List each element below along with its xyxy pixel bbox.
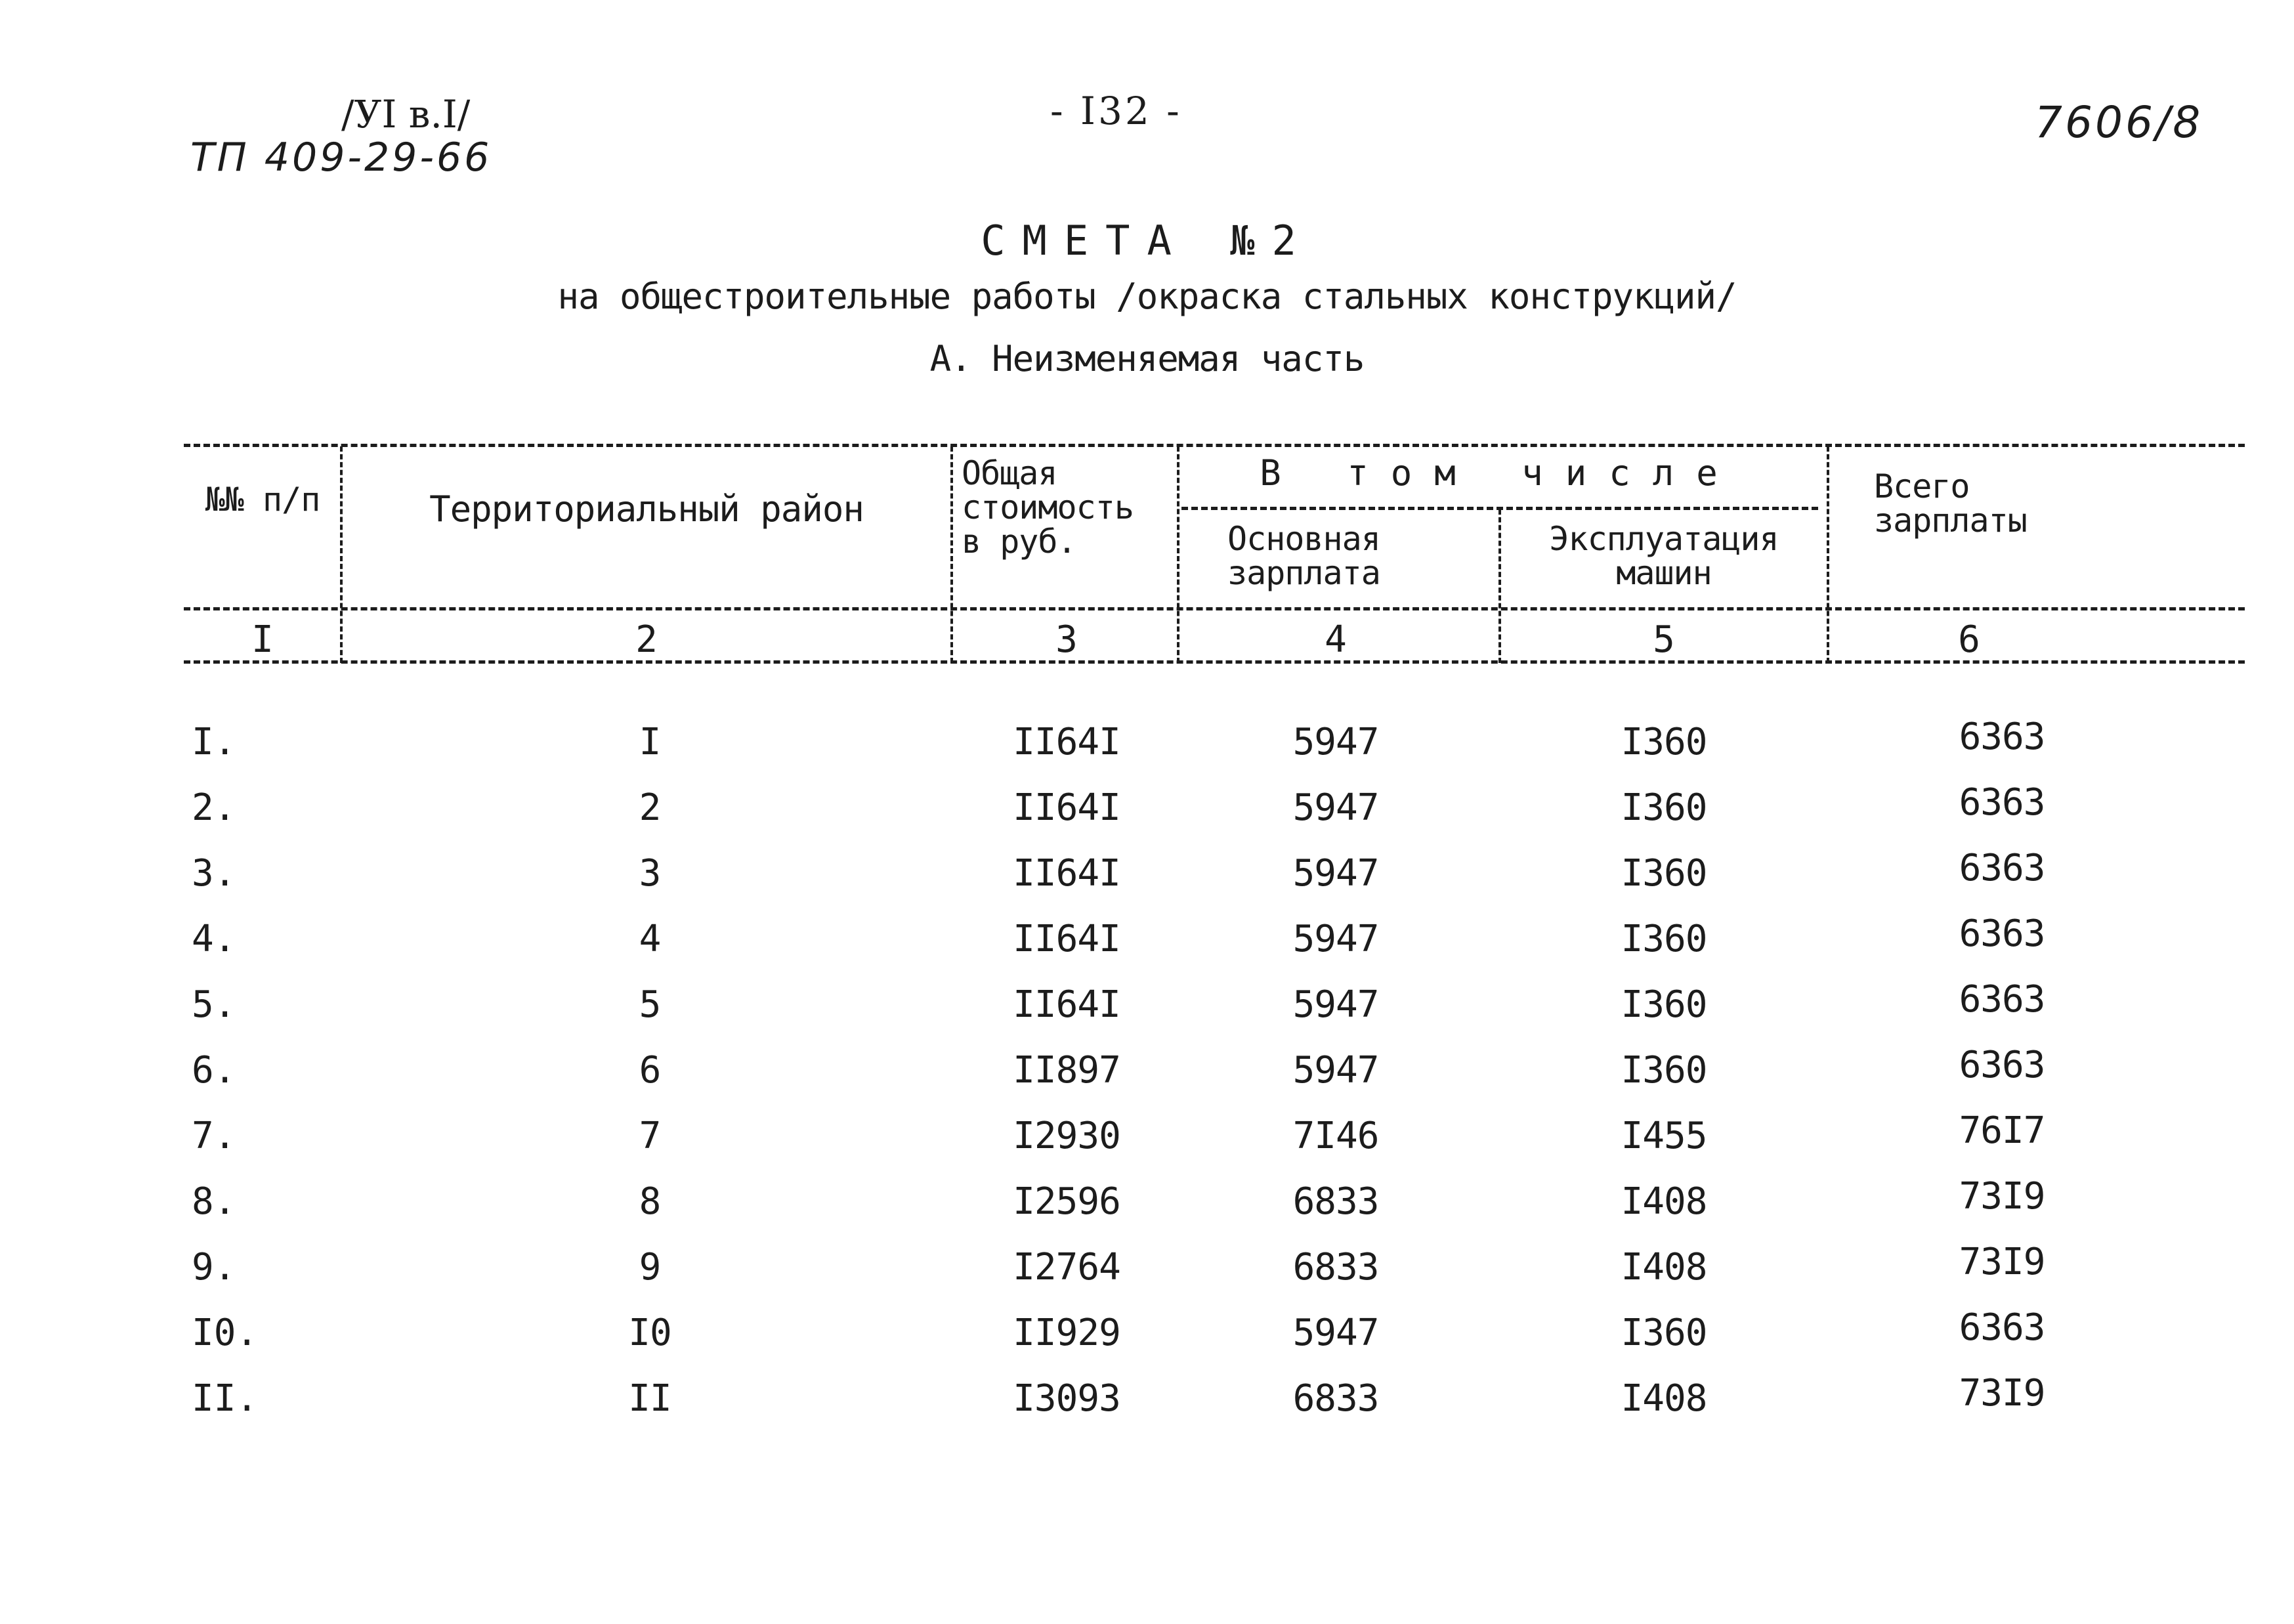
document-series-mark: /УI в.I/: [341, 92, 471, 137]
row-number: II.: [192, 1377, 259, 1420]
machine-operation-cell: I360: [1621, 852, 1707, 895]
total-cost-cell: II64I: [1013, 786, 1120, 829]
total-salary-cell: 6363: [1959, 978, 2045, 1021]
base-salary-cell: 5947: [1292, 1049, 1379, 1092]
machine-operation-cell: I455: [1621, 1115, 1707, 1157]
total-cost-cell: II64I: [1013, 983, 1120, 1026]
row-number: 8.: [192, 1180, 236, 1223]
region-cell: 2: [639, 786, 661, 829]
column-divider-2: [950, 446, 953, 663]
machine-operation-cell: I360: [1621, 983, 1707, 1026]
column-divider-1: [340, 446, 343, 663]
machine-operation-cell: I360: [1621, 1312, 1707, 1354]
total-salary-cell: 6363: [1959, 781, 2045, 824]
total-salary-cell: 73I9: [1959, 1175, 2045, 1218]
row-number: 5.: [192, 983, 236, 1026]
total-cost-cell: II64I: [1013, 852, 1120, 895]
region-cell: I0: [628, 1312, 671, 1354]
page-number: - I32 -: [1050, 89, 1182, 133]
total-salary-cell: 6363: [1959, 912, 2045, 955]
base-salary-cell: 5947: [1292, 852, 1379, 895]
total-salary-cell: 76I7: [1959, 1109, 2045, 1152]
column-number-3: 3: [1055, 618, 1078, 661]
header-total-cost: Общая стоимость в руб.: [962, 454, 1134, 561]
total-salary-cell: 73I9: [1959, 1372, 2045, 1415]
machine-operation-cell: I408: [1621, 1180, 1707, 1223]
project-code: ТП 409-29-66: [190, 135, 492, 181]
document-title: СМЕТА №2: [981, 217, 1313, 265]
row-number: I0.: [192, 1312, 259, 1354]
total-salary-cell: 73I9: [1959, 1241, 2045, 1283]
archive-number: 7606/8: [2035, 97, 2203, 148]
total-cost-cell: II929: [1013, 1312, 1120, 1354]
total-cost-cell: II64I: [1013, 721, 1120, 763]
machine-operation-cell: I360: [1621, 1049, 1707, 1092]
document-subtitle: на общестроительные работы /окраска стальных конструкций/: [557, 276, 1737, 317]
total-cost-cell: I2596: [1013, 1180, 1120, 1223]
machine-operation-cell: I360: [1621, 721, 1707, 763]
column-number-6: 6: [1958, 618, 1980, 661]
header-total-salary: Всего зарплаты: [1874, 467, 2027, 540]
total-cost-cell: II64I: [1013, 918, 1120, 960]
region-cell: I: [639, 721, 661, 763]
total-salary-cell: 6363: [1959, 1044, 2045, 1086]
row-number: I.: [192, 721, 236, 763]
column-number-5: 5: [1653, 618, 1675, 661]
base-salary-cell: 5947: [1292, 721, 1379, 763]
base-salary-cell: 5947: [1292, 786, 1379, 829]
table-top-rule: [184, 444, 2245, 447]
total-cost-cell: II897: [1013, 1049, 1120, 1092]
row-number: 6.: [192, 1049, 236, 1092]
total-salary-cell: 6363: [1959, 716, 2045, 758]
row-number: 3.: [192, 852, 236, 895]
machine-operation-cell: I360: [1621, 786, 1707, 829]
total-cost-cell: I2930: [1013, 1115, 1120, 1157]
base-salary-cell: 5947: [1292, 983, 1379, 1026]
region-cell: 5: [639, 983, 661, 1026]
row-number: 7.: [192, 1115, 236, 1157]
column-divider-5: [1827, 446, 1829, 663]
region-cell: 7: [639, 1115, 661, 1157]
machine-operation-cell: I408: [1621, 1246, 1707, 1289]
column-divider-4: [1498, 509, 1501, 663]
base-salary-cell: 6833: [1292, 1246, 1379, 1289]
header-region: Территориальный район: [429, 488, 864, 530]
machine-operation-cell: I408: [1621, 1377, 1707, 1420]
region-cell: 6: [639, 1049, 661, 1092]
section-title: А. Неизменяемая часть: [929, 338, 1365, 379]
base-salary-cell: 6833: [1292, 1377, 1379, 1420]
header-no: №№ п/п: [205, 481, 320, 519]
column-number-4: 4: [1325, 618, 1347, 661]
row-number: 2.: [192, 786, 236, 829]
total-salary-cell: 6363: [1959, 847, 2045, 889]
region-cell: 9: [639, 1246, 661, 1289]
region-cell: 8: [639, 1180, 661, 1223]
machine-operation-cell: I360: [1621, 918, 1707, 960]
region-cell: II: [628, 1377, 671, 1420]
total-cost-cell: I2764: [1013, 1246, 1120, 1289]
base-salary-cell: 5947: [1292, 918, 1379, 960]
base-salary-cell: 5947: [1292, 1312, 1379, 1354]
header-including: В том числе: [1260, 452, 1740, 494]
header-bottom-rule: [184, 607, 2245, 610]
header-machine-operation: Эксплуатация машин: [1549, 520, 1779, 592]
region-cell: 4: [639, 918, 661, 960]
column-number-1: I: [251, 618, 274, 661]
column-divider-3: [1177, 446, 1179, 663]
header-base-salary: Основная зарплата: [1227, 520, 1380, 592]
row-number: 9.: [192, 1246, 236, 1289]
base-salary-cell: 6833: [1292, 1180, 1379, 1223]
region-cell: 3: [639, 852, 661, 895]
total-salary-cell: 6363: [1959, 1306, 2045, 1349]
base-salary-cell: 7I46: [1292, 1115, 1379, 1157]
total-cost-cell: I3093: [1013, 1377, 1120, 1420]
row-number: 4.: [192, 918, 236, 960]
column-number-2: 2: [635, 618, 658, 661]
